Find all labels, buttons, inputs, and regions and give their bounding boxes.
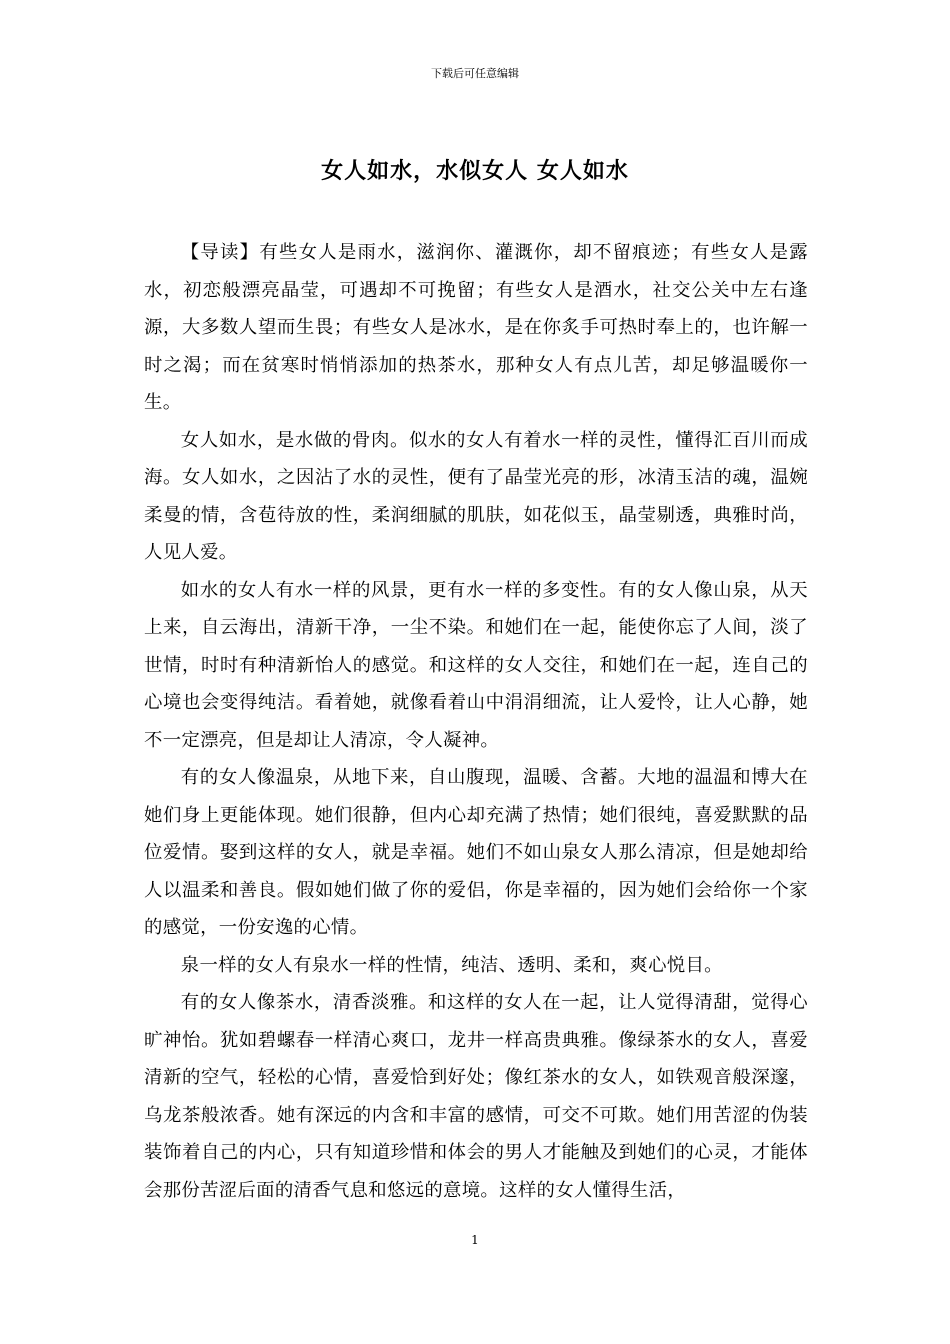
page-number: 1	[471, 1233, 479, 1247]
body-text	[144, 234, 808, 1209]
paragraph-3: 如水的女人有水一样的风景，更有水一样的多变性。有的女人像山泉，从天上来，自云海出，清新干净，一尘不染。和她们在一起，能使你忘了人间，淡了世情，时时有种清新怡人的感觉。和这样的女人交往，和她们在一起，连自己的心境也会变得纯洁。看着她，就像看着山中涓涓细流，让人爱怜，让人心静，她不一定漂亮，但是却让人清凉，令人凝神。	[144, 579, 808, 751]
paragraph-5: 泉一样的女人有泉水一样的性情，纯洁、透明、柔和，爽心悦目。	[180, 954, 723, 976]
paragraph-2: 女人如水，是水做的骨肉。似水的女人有着水一样的灵性，懂得汇百川而成海。女人如水，之因沾了水的灵性，便有了晶莹光亮的形，冰清玉洁的魂，温婉柔曼的情，含苞待放的性，柔润细腻的肌肤，如花似玉，晶莹剔透，典雅时尚，人见人爱。	[144, 429, 808, 563]
paragraph-4: 有的女人像温泉，从地下来，自山腹现，温暖、含蓄。大地的温温和博大在她们身上更能体现。她们很静，但内心却充满了热情；她们很纯，喜爱默默的品位爱情。娶到这样的女人，就是幸福。她们不如山泉女人那么清凉，但是她却给人以温柔和善良。假如她们做了你的爱侣，你是幸福的，因为她们会给你一个家的感觉，一份安逸的心情。	[144, 767, 808, 938]
document-title: 女人如水，水似女人 女人如水	[321, 158, 629, 184]
paragraph-6: 有的女人像茶水，清香淡雅。和这样的女人在一起，让人觉得清甜，觉得心旷神怡。犹如碧螺春一样清心爽口，龙井一样高贵典雅。像绿茶水的女人，喜爱清新的空气，轻松的心情，喜爱恰到好处；像红茶水的女人，如铁观音般深邃，乌龙茶般浓香。她有深远的内含和丰富的感情，可交不可欺。她们用苦涩的伪装装饰着自己的内心，只有知道珍惜和体会的男人才能触及到她们的心灵，才能体会那份苦涩后面的清香气息和悠远的意境。这样的女人懂得生活，	[144, 992, 808, 1201]
header-note: 下载后可任意编辑	[431, 67, 519, 80]
paragraph-intro: 【导读】有些女人是雨水，滋润你、灌溉你，却不留痕迹；有些女人是露水，初恋般漂亮晶莹，可遇却不可挽留；有些女人是酒水，社交公关中左右逢源，大多数人望而生畏；有些女人是冰水，是在你炙手可热时奉上的，也许解一时之渴；而在贫寒时悄悄添加的热茶水，那种女人有点儿苦，却足够温暖你一生。	[144, 242, 808, 413]
